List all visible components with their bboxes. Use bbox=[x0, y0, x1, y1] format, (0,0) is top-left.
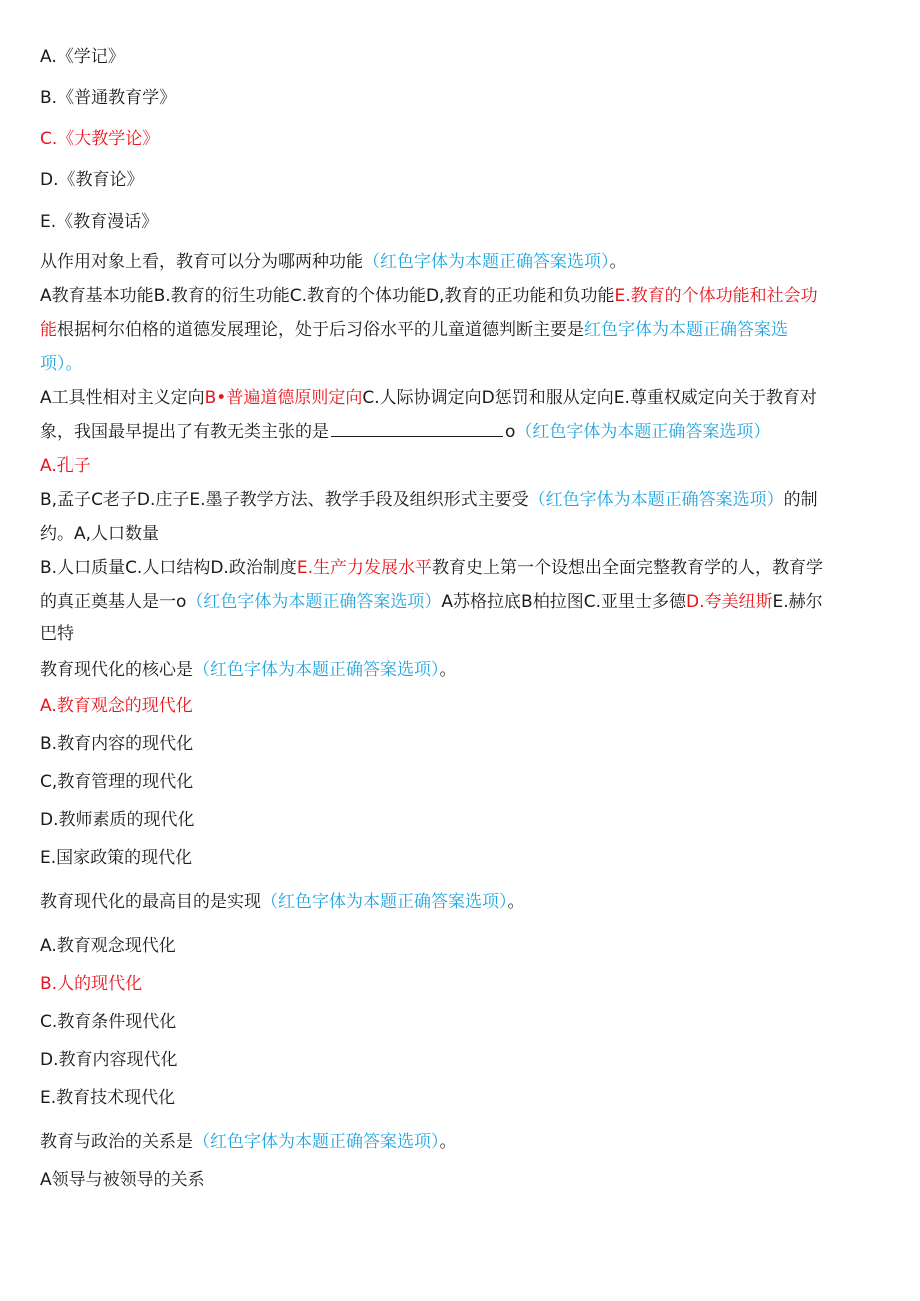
q9-option-a-text: A领导与被领导的关系 bbox=[40, 1170, 205, 1190]
q7-option-d-text: D.教师素质的现代化 bbox=[40, 810, 195, 830]
q8-option-d bbox=[40, 1048, 178, 1072]
q5-stem-end: 的制 bbox=[783, 490, 818, 510]
q3-correct-answer: B•普遍道德原则定向 bbox=[204, 388, 363, 408]
q4-stem-start: 关于教育对 bbox=[731, 388, 817, 408]
q6-option-e-cont: 巴特 bbox=[40, 624, 74, 644]
q9-stem-text: 教育与政治的关系是 bbox=[40, 1132, 193, 1152]
q3-option-a: A工具性相对主义定向 bbox=[40, 388, 205, 408]
q4-options-rest: B,孟子C老子D.庄子E.墨子 bbox=[40, 490, 240, 510]
q6-line-3 bbox=[40, 622, 74, 646]
q5-option-a: A,人口数量 bbox=[74, 524, 160, 544]
q6-stem-text: 教育史上第一个设想出全面完整教育学的人，教育学 bbox=[432, 558, 823, 578]
q7-stem-end: 。 bbox=[439, 660, 457, 680]
q8-option-e bbox=[40, 1086, 175, 1110]
q1-option-c-correct bbox=[40, 127, 159, 151]
q3-options-rest: C.人际协调定向D惩罚和服从定向E.尊重权威定向 bbox=[362, 388, 732, 408]
q7-stem bbox=[40, 658, 457, 682]
q8-stem-end: 。 bbox=[507, 892, 525, 912]
q3-answer-hint: 红色字体为本题正确答案选 bbox=[584, 320, 788, 340]
q1-option-a bbox=[40, 45, 125, 69]
q4-stem bbox=[40, 420, 770, 444]
q9-option-a bbox=[40, 1168, 205, 1192]
q1-option-d-text: D.《教育论》 bbox=[40, 170, 144, 190]
q1-option-a-text: A.《学记》 bbox=[40, 47, 125, 67]
q8-option-c-text: C.教育条件现代化 bbox=[40, 1012, 177, 1032]
q8-answer-hint: （红色字体为本题正确答案选项） bbox=[261, 892, 508, 912]
q9-stem bbox=[40, 1130, 457, 1154]
q9-stem-end: 。 bbox=[439, 1132, 457, 1152]
q6-correct-answer: D.夸美纽斯 bbox=[685, 592, 773, 612]
q6-answer-hint: （红色字体为本题正确答案选项） bbox=[186, 592, 442, 612]
q7-answer-hint: （红色字体为本题正确答案选项） bbox=[193, 660, 440, 680]
q2-stem-text: 从作用对象上看，教育可以分为哪两种功能 bbox=[40, 252, 363, 272]
q7-option-a-correct bbox=[40, 694, 193, 718]
q5-line-2 bbox=[40, 522, 159, 546]
q6-options-ac: A苏格拉底B柏拉图C.亚里士多德 bbox=[441, 592, 686, 612]
q8-option-e-text: E.教育技术现代化 bbox=[40, 1088, 176, 1108]
q4-options-line bbox=[40, 488, 818, 512]
q6-option-e: E.赫尔 bbox=[772, 592, 823, 612]
q8-option-c bbox=[40, 1010, 176, 1034]
q8-option-b-correct bbox=[40, 972, 142, 996]
q2-correct-answer: E.教育的个体功能和社会功 bbox=[614, 286, 818, 306]
q7-option-e bbox=[40, 846, 192, 870]
q7-option-b bbox=[40, 732, 193, 756]
q7-stem-text: 教育现代化的核心是 bbox=[40, 660, 193, 680]
q1-option-d bbox=[40, 168, 144, 192]
q3-answer-hint-cont: 项）。 bbox=[40, 354, 83, 374]
q8-stem-text: 教育现代化的最高目的是实现 bbox=[40, 892, 261, 912]
q4-answer-blank bbox=[331, 420, 503, 437]
q5-answer-hint: （红色字体为本题正确答案选项） bbox=[528, 490, 784, 510]
q8-option-d-text: D.教育内容现代化 bbox=[40, 1050, 178, 1070]
q4-stem-text: 象，我国最早提出了有教无类主张的是 bbox=[40, 422, 329, 442]
q8-option-b-text: B.人的现代化 bbox=[40, 974, 143, 994]
q1-option-e-text: E.《教育漫话》 bbox=[40, 212, 159, 232]
q6-stem-cont: 的真正奠基人是一o bbox=[40, 592, 187, 612]
q2-options-line bbox=[40, 284, 818, 308]
q4-correct-answer bbox=[40, 454, 91, 478]
q3-hint-cont bbox=[40, 352, 83, 376]
q2-stem bbox=[40, 250, 627, 274]
q2-correct-answer-cont: 能 bbox=[40, 320, 57, 340]
q5-correct-answer: E.生产力发展水平 bbox=[296, 558, 432, 578]
q2-options-text: A教育基本功能B.教育的衍生功能C.教育的个体功能D,教育的正功能和负功能 bbox=[40, 286, 615, 306]
q8-option-a-text: A.教育观念现代化 bbox=[40, 936, 176, 956]
q7-option-c-text: C,教育管理的现代化 bbox=[40, 772, 194, 792]
q2-answer-hint: （红色字体为本题正确答案选项） bbox=[363, 252, 610, 272]
q3-options-line bbox=[40, 386, 817, 410]
q8-stem bbox=[40, 890, 525, 914]
q7-option-a-text: A.教育观念的现代化 bbox=[40, 696, 193, 716]
q6-line-2 bbox=[40, 590, 823, 614]
q7-option-c bbox=[40, 770, 193, 794]
q1-option-b bbox=[40, 86, 176, 110]
q9-answer-hint: （红色字体为本题正确答案选项） bbox=[193, 1132, 440, 1152]
q5-options-line bbox=[40, 556, 823, 580]
q4-answer-hint: （红色字体为本题正确答案选项） bbox=[515, 422, 771, 442]
q5-stem-end-cont: 约。 bbox=[40, 524, 74, 544]
q4-stem-end: o bbox=[505, 422, 516, 442]
q1-option-b-text: B.《普通教育学》 bbox=[40, 88, 177, 108]
q7-option-b-text: B.教育内容的现代化 bbox=[40, 734, 194, 754]
q3-stem-text: 根据柯尔伯格的道德发展理论，处于后习俗水平的儿童道德判断主要是 bbox=[57, 320, 584, 340]
q1-option-e bbox=[40, 210, 158, 234]
q4-correct-answer-text: A.孔子 bbox=[40, 456, 91, 476]
q8-option-a bbox=[40, 934, 176, 958]
q2-stem-end: 。 bbox=[609, 252, 627, 272]
q3-stem bbox=[40, 318, 788, 342]
q7-option-d bbox=[40, 808, 195, 832]
q5-stem-text: 教学方法、教学手段及组织形式主要受 bbox=[239, 490, 529, 510]
q1-option-c-text: C.《大教学论》 bbox=[40, 129, 160, 149]
q5-options-bd: B.人口质量C.人口结构D.政治制度 bbox=[40, 558, 297, 578]
q7-option-e-text: E.国家政策的现代化 bbox=[40, 848, 193, 868]
